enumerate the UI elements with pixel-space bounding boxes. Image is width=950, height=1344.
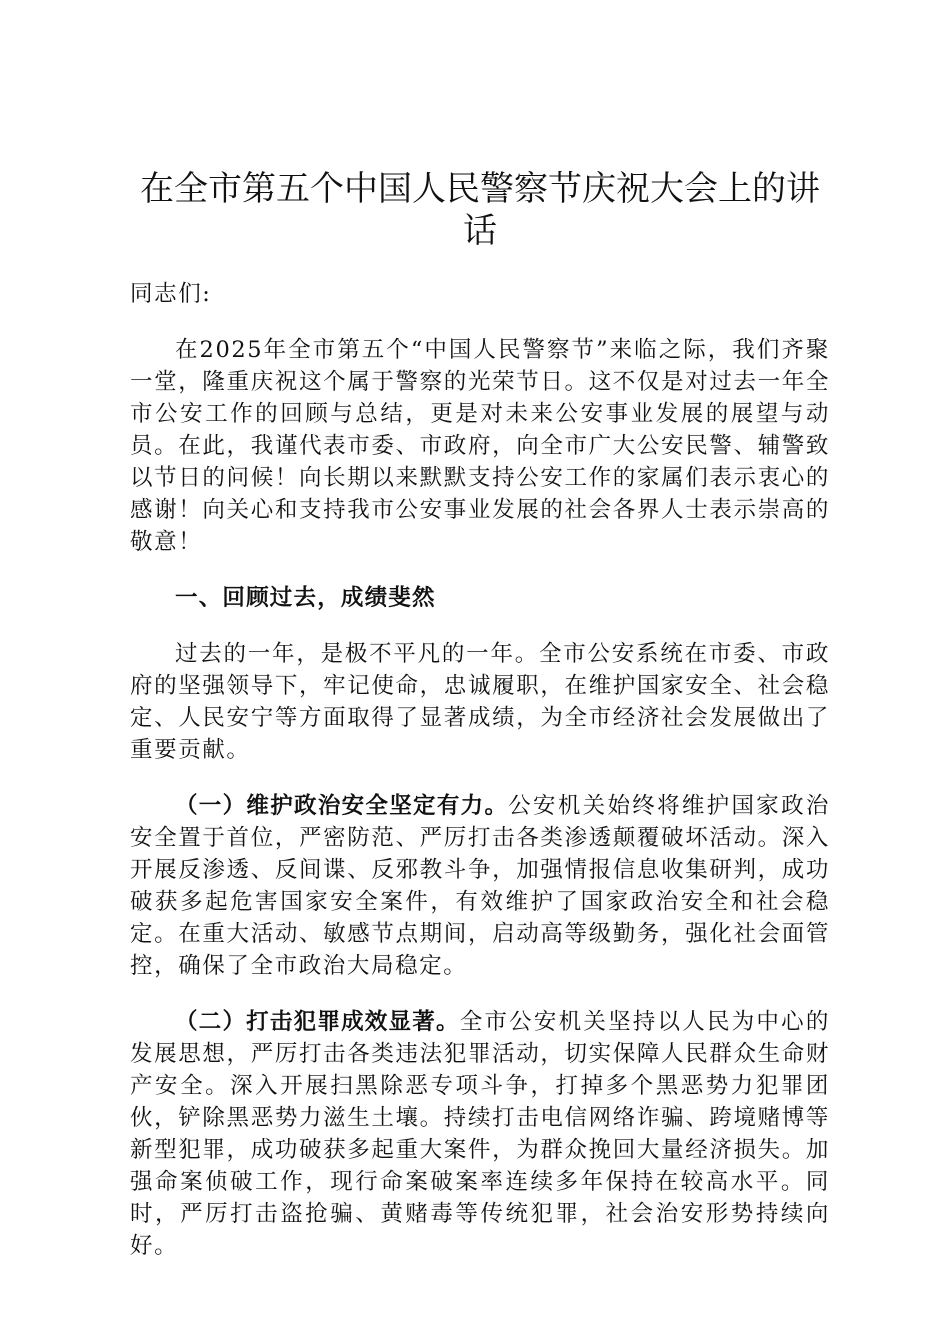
item-1-paragraph (130, 790, 830, 982)
page-title: 在全市第五个中国人民警察节庆祝大会上的讲话 (140, 169, 820, 251)
intro-paragraph: 在2025年全市第五个“中国人民警察节”来临之际，我们齐聚一堂，隆重庆祝这个属于警察的光荣节日。这不仅是对过去一年全市公安工作的回顾与总结，更是对未来公安事业发展的展望与动员。在此，我谨代表市委、市政府，向全市广大公安民警、辅警致以节日的问候！向长期以来默默支持公安工作的家属们表示衷心的感谢！向关心和支持我市公安事业发展的社会各界人士表示崇高的敬意！ (130, 337, 830, 555)
item-2-lead: （二）打击犯罪成效显著。 (175, 1009, 460, 1035)
item-1-text: 公安机关始终将维护国家政治安全置于首位，严密防范、严厉打击各类渗透颠覆破坏活动。深入开展反渗透、反间谍、反邪教斗争，加强情报信息收集研判，成功破获多起危害国家安全案件，有效维护了国家政治安全和社会稳定。在重大活动、敏感节点期间，启动高等级勤务，强化社会面管控，确保了全市政治大局稳定。 (130, 793, 830, 979)
greeting: 同志们: (130, 281, 212, 307)
item-1-lead: （一）维护政治安全坚定有力。 (175, 793, 509, 819)
item-2-text: 全市公安机关坚持以人民为中心的发展思想，严厉打击各类违法犯罪活动，切实保障人民群众生命财产安全。深入开展扫黑除恶专项斗争，打掉多个黑恶势力犯罪团伙，铲除黑恶势力滋生土壤。持续打击电信网络诈骗、跨境赌博等新型犯罪，成功破获多起重大案件，为群众挽回大量经济损失。加强命案侦破工作，现行命案破案率连续多年保持在较高水平。同时，严厉打击盗抢骗、黄赌毒等传统犯罪，社会治安形势持续向好。 (130, 1009, 830, 1259)
item-2-paragraph (130, 1006, 830, 1262)
document-body (130, 168, 830, 1262)
section-1-paragraph: 过去的一年，是极不平凡的一年。全市公安系统在市委、市政府的坚强领导下，牢记使命，忠诚履职，在维护国家安全、社会稳定、人民安宁等方面取得了显著成绩，为全市经济社会发展做出了重要贡献。 (130, 641, 830, 763)
section-heading-1: 一、回顾过去，成绩斐然 (175, 585, 436, 611)
